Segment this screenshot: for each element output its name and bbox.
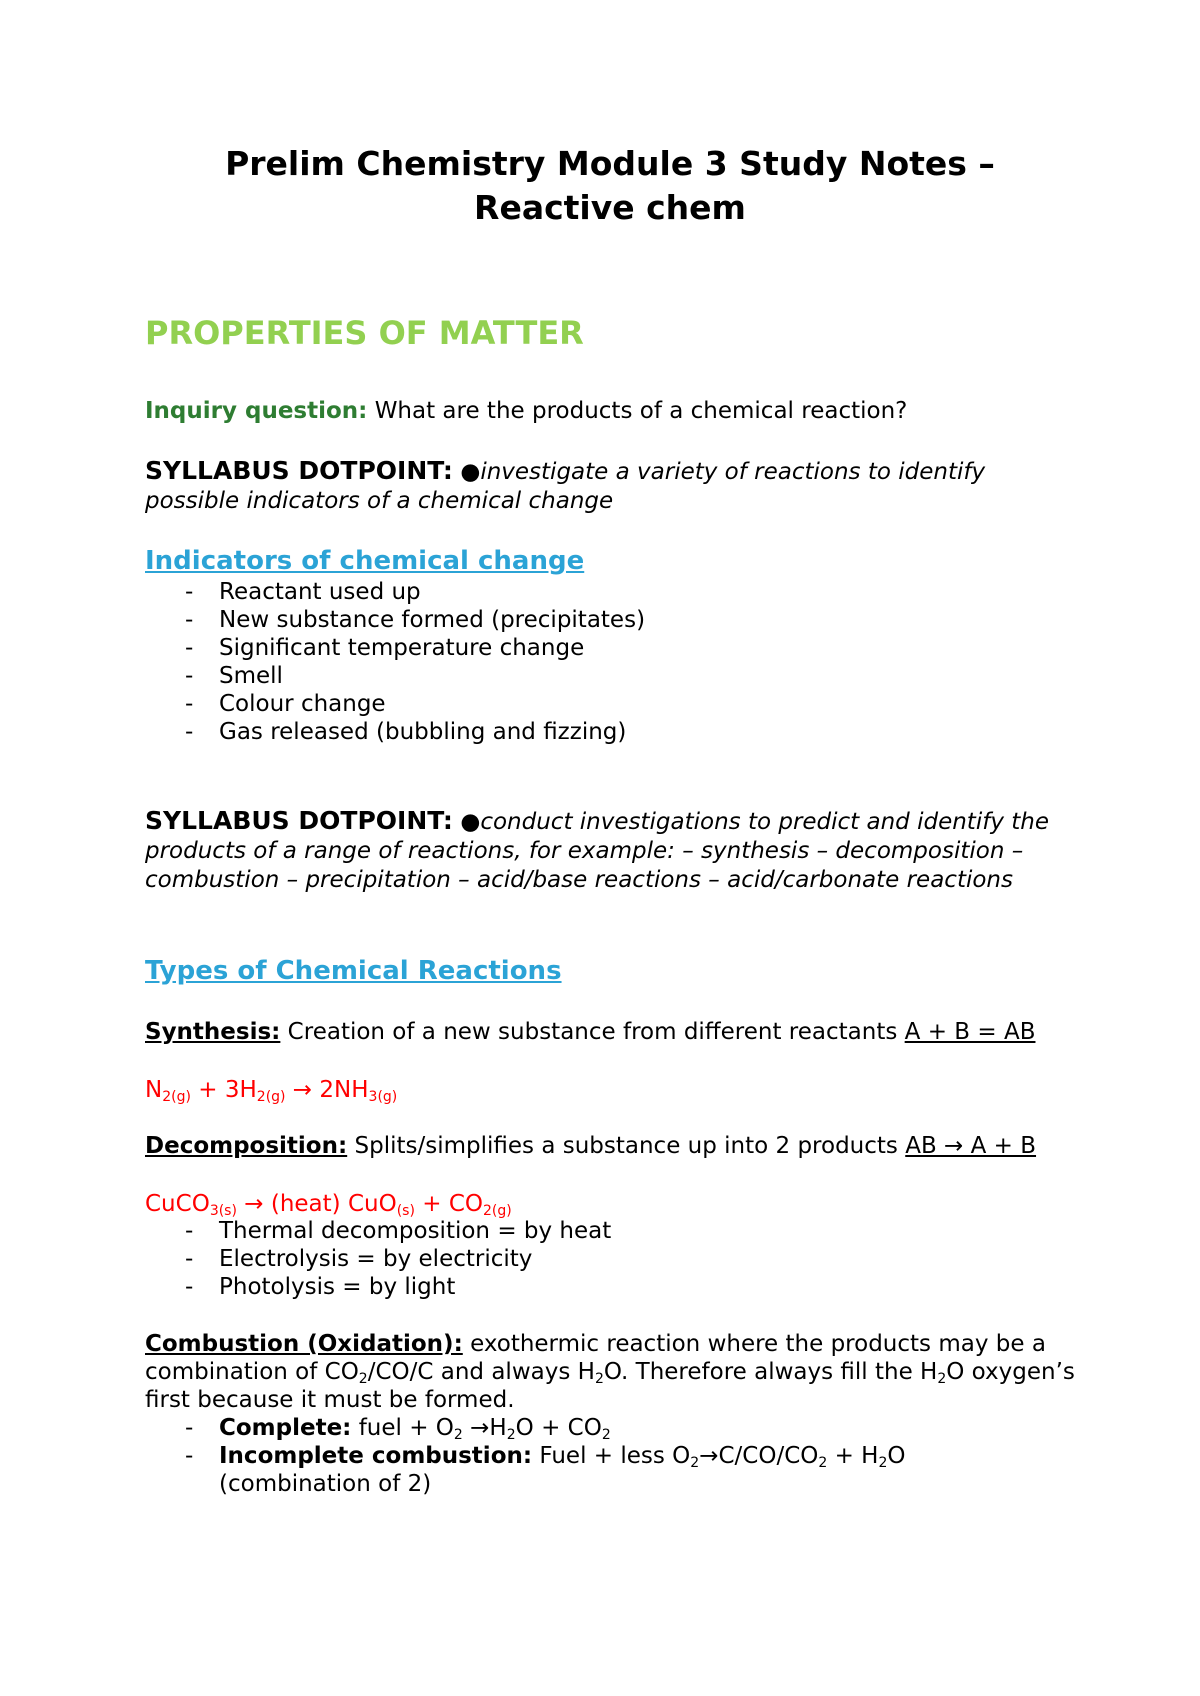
eq-text: + H [827, 1443, 879, 1469]
eq-term: N [145, 1077, 163, 1103]
inquiry-question [145, 396, 907, 426]
subscript: 2 [506, 1427, 516, 1443]
subscript: 2 [690, 1455, 700, 1471]
complete-label: Complete: [219, 1415, 352, 1441]
inquiry-text: What are the products of a chemical reaction? [374, 398, 908, 424]
inquiry-label: Inquiry question: [145, 398, 368, 424]
eq-state: 3(g) [368, 1089, 398, 1105]
list-item: - Gas released (bubbling and fizzing) [145, 718, 645, 746]
incomplete-note: (combination of 2) [219, 1471, 432, 1497]
eq-term: CuCO [145, 1191, 210, 1217]
syllabus-dotpoint-2 [145, 806, 1075, 895]
subscript: 2 [453, 1427, 463, 1443]
list-item-complete [145, 1414, 906, 1442]
combustion-label: Combustion (Oxidation): [145, 1331, 463, 1357]
list-item: - New substance formed (precipitates) [145, 606, 645, 634]
eq-plus: + [414, 1191, 449, 1217]
bullet-icon: ● [460, 459, 481, 485]
syllabus-dotpoint-1 [145, 456, 1075, 516]
list-item: - Electrolysis = by electricity [145, 1245, 611, 1273]
bullet-icon: ● [460, 809, 481, 835]
synthesis-text: Creation of a new substance from different reactants [280, 1019, 905, 1045]
dotpoint-text: conduct investigations to predict and identify the products of a range of reactions, for example: – synthesis – decomposition – combustion – precipitation – acid/base reactions – acid/carbonate reactions [145, 809, 1049, 893]
eq-text: fuel + O [351, 1415, 454, 1441]
dotpoint-text: investigate a variety of reactions to identify possible indicators of a chemical change [145, 459, 986, 514]
decomposition-text: Splits/simplifies a substance up into 2 products [347, 1133, 906, 1159]
eq-plus: + [190, 1077, 225, 1103]
eq-state: 3(s) [209, 1203, 237, 1219]
eq-state: 2(g) [256, 1089, 286, 1105]
list-item: - Reactant used up [145, 578, 645, 606]
arrow-icon: → [236, 1191, 271, 1217]
subscript: 2 [818, 1455, 828, 1471]
decomposition-formula: AB → A + B [905, 1133, 1037, 1159]
combustion-text: O. Therefore always fill the H [603, 1359, 938, 1385]
combustion-paragraph [145, 1330, 1075, 1414]
eq-text: O [887, 1443, 906, 1469]
synthesis-label: Synthesis: [145, 1019, 281, 1045]
combustion-text: exothermic reaction where the products may be a combination of CO [145, 1331, 1046, 1385]
list-item: - Colour change [145, 690, 645, 718]
combustion-list [145, 1414, 906, 1498]
eq-term: (heat) CuO [270, 1191, 397, 1217]
list-item: - Smell [145, 662, 645, 690]
dotpoint-label: SYLLABUS DOTPOINT: [145, 456, 453, 485]
subscript: 2 [937, 1371, 947, 1387]
synthesis-formula: A + B = AB [904, 1019, 1036, 1045]
eq-term: 3H [224, 1077, 257, 1103]
eq-state: (s) [396, 1203, 415, 1219]
eq-text: →C/CO/CO [699, 1443, 819, 1469]
eq-text: O + CO [515, 1415, 602, 1441]
types-heading: Types of Chemical Reactions [145, 956, 562, 986]
arrow-icon: → [285, 1077, 320, 1103]
synthesis-paragraph [145, 1018, 1075, 1046]
subscript: 2 [594, 1371, 604, 1387]
page-title: Prelim Chemistry Module 3 Study Notes – Reactive chem [225, 144, 995, 227]
decomposition-label: Decomposition: [145, 1133, 348, 1159]
decomposition-paragraph [145, 1132, 1075, 1160]
section-heading: PROPERTIES OF MATTER [145, 314, 584, 352]
eq-text: Fuel + less O [532, 1443, 691, 1469]
indicators-list [145, 578, 645, 746]
list-item: - Significant temperature change [145, 634, 645, 662]
combustion-text: O oxygen’s first because it must be formed. [145, 1359, 1075, 1413]
incomplete-label: Incomplete combustion: [219, 1443, 533, 1469]
dotpoint-label: SYLLABUS DOTPOINT: [145, 806, 453, 835]
combustion-text: /CO/C and always H [367, 1359, 595, 1385]
synthesis-equation [145, 1075, 397, 1105]
eq-state: 2(g) [482, 1203, 512, 1219]
decomposition-list [145, 1217, 611, 1301]
subscript: 2 [878, 1455, 888, 1471]
decomposition-equation [145, 1189, 512, 1219]
eq-text: →H [462, 1415, 507, 1441]
subscript: 2 [601, 1427, 611, 1443]
list-item: - Photolysis = by light [145, 1273, 611, 1301]
list-item: - Thermal decomposition = by heat [145, 1217, 611, 1245]
subscript: 2 [358, 1371, 368, 1387]
list-item-incomplete [145, 1442, 906, 1498]
eq-term: CO [448, 1191, 483, 1217]
indicators-heading: Indicators of chemical change [145, 546, 585, 576]
eq-term: 2NH [319, 1077, 369, 1103]
eq-state: 2(g) [162, 1089, 191, 1105]
